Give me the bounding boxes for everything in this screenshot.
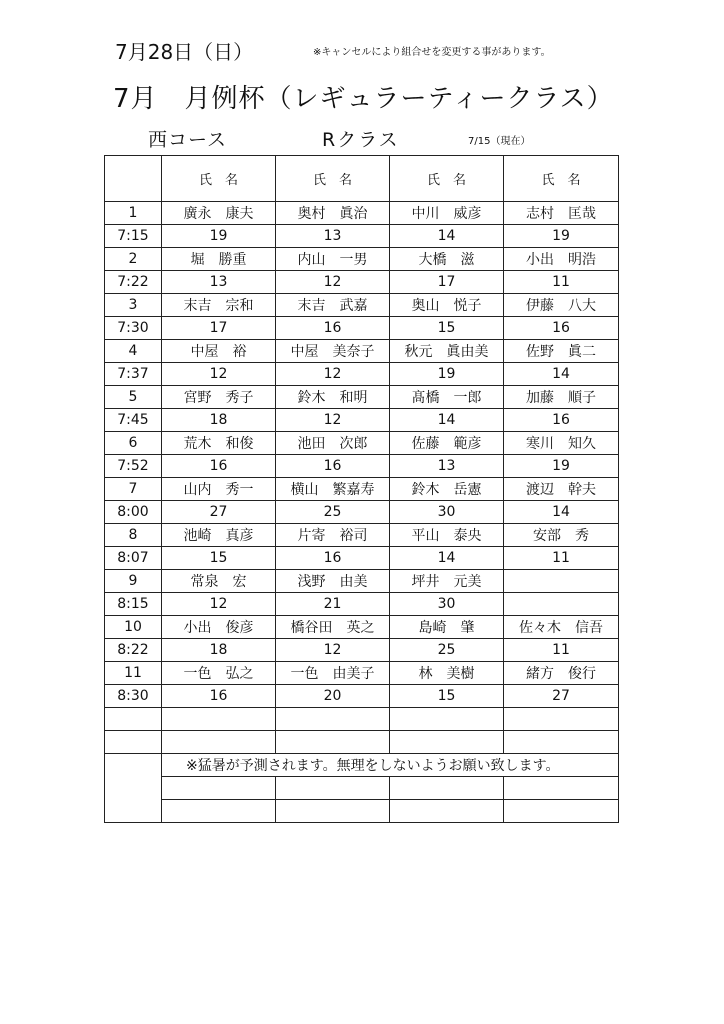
player-name: 髙橋 一郎 <box>390 386 504 409</box>
player-name: 中屋 裕 <box>162 340 276 363</box>
player-name: 志村 匡哉 <box>504 202 619 225</box>
player-score: 16 <box>162 455 276 478</box>
empty-cell <box>276 731 390 754</box>
cancellation-notice: ※キャンセルにより組合せを変更する事があります。 <box>313 47 551 58</box>
pairing-table <box>104 155 619 823</box>
empty-cell <box>162 731 276 754</box>
group-score-row <box>105 455 619 478</box>
group-score-row <box>105 317 619 340</box>
tee-time: 8:30 <box>105 685 162 708</box>
player-name: 末吉 武嘉 <box>276 294 390 317</box>
group-score-row <box>105 685 619 708</box>
tee-time: 7:15 <box>105 225 162 248</box>
tee-time: 8:00 <box>105 501 162 524</box>
player-score: 25 <box>276 501 390 524</box>
player-score: 14 <box>504 363 619 386</box>
as-of-date: 7/15（現在） <box>468 136 531 147</box>
empty-cell <box>390 731 504 754</box>
player-name: 鈴木 岳憲 <box>390 478 504 501</box>
player-score: 19 <box>390 363 504 386</box>
player-name: 佐野 眞二 <box>504 340 619 363</box>
player-score: 30 <box>390 501 504 524</box>
player-name: 奥山 悦子 <box>390 294 504 317</box>
group-score-row <box>105 271 619 294</box>
group-player-row <box>105 340 619 363</box>
player-score: 19 <box>504 455 619 478</box>
player-score: 16 <box>276 455 390 478</box>
player-score: 13 <box>276 225 390 248</box>
player-score: 15 <box>390 317 504 340</box>
group-number: 3 <box>105 294 162 317</box>
player-score: 19 <box>504 225 619 248</box>
group-player-row <box>105 294 619 317</box>
empty-cell <box>162 777 276 800</box>
group-score-row <box>105 547 619 570</box>
player-score: 17 <box>390 271 504 294</box>
group-score-row <box>105 409 619 432</box>
player-name <box>504 570 619 593</box>
group-player-row <box>105 524 619 547</box>
empty-cell <box>105 754 162 823</box>
tee-time: 7:22 <box>105 271 162 294</box>
player-score: 12 <box>276 363 390 386</box>
player-name: 池田 次郎 <box>276 432 390 455</box>
player-score: 21 <box>276 593 390 616</box>
tee-time: 7:30 <box>105 317 162 340</box>
column-header-name: 氏 名 <box>162 156 276 202</box>
player-name: 山内 秀一 <box>162 478 276 501</box>
group-player-row <box>105 248 619 271</box>
player-score: 27 <box>162 501 276 524</box>
player-name: 大橋 滋 <box>390 248 504 271</box>
player-name: 橋谷田 英之 <box>276 616 390 639</box>
group-number: 5 <box>105 386 162 409</box>
tee-time: 8:22 <box>105 639 162 662</box>
player-score: 14 <box>504 501 619 524</box>
player-score: 11 <box>504 639 619 662</box>
player-score: 20 <box>276 685 390 708</box>
player-name: 横山 繁嘉寿 <box>276 478 390 501</box>
column-header-name: 氏 名 <box>390 156 504 202</box>
pairing-table-body <box>105 156 619 823</box>
tee-time: 8:15 <box>105 593 162 616</box>
group-number: 2 <box>105 248 162 271</box>
player-name: 鈴木 和明 <box>276 386 390 409</box>
player-name: 廣永 康夫 <box>162 202 276 225</box>
tee-time: 8:07 <box>105 547 162 570</box>
empty-cell <box>162 708 276 731</box>
player-name: 小出 明浩 <box>504 248 619 271</box>
group-player-row <box>105 478 619 501</box>
tee-time: 7:45 <box>105 409 162 432</box>
player-name: 浅野 由美 <box>276 570 390 593</box>
player-name: 佐々木 信吾 <box>504 616 619 639</box>
player-name: 安部 秀 <box>504 524 619 547</box>
player-name: 奥村 眞治 <box>276 202 390 225</box>
player-score: 15 <box>162 547 276 570</box>
player-score: 18 <box>162 409 276 432</box>
group-number: 9 <box>105 570 162 593</box>
group-number: 11 <box>105 662 162 685</box>
player-score: 27 <box>504 685 619 708</box>
empty-cell <box>105 731 162 754</box>
empty-row <box>105 800 619 823</box>
player-name: 秋元 眞由美 <box>390 340 504 363</box>
player-score: 11 <box>504 547 619 570</box>
group-score-row <box>105 593 619 616</box>
group-number: 10 <box>105 616 162 639</box>
player-score: 12 <box>276 639 390 662</box>
course-name: 西コース <box>148 129 228 151</box>
heat-warning-note: ※猛暑が予測されます。無理をしないようお願い致します。 <box>162 754 619 777</box>
group-score-row <box>105 639 619 662</box>
player-score: 14 <box>390 225 504 248</box>
player-name: 佐藤 範彦 <box>390 432 504 455</box>
group-number: 8 <box>105 524 162 547</box>
empty-cell <box>504 708 619 731</box>
player-name: 一色 弘之 <box>162 662 276 685</box>
player-score: 18 <box>162 639 276 662</box>
player-name: 池崎 真彦 <box>162 524 276 547</box>
header-row <box>105 156 619 202</box>
group-number: 6 <box>105 432 162 455</box>
player-name: 荒木 和俊 <box>162 432 276 455</box>
player-score: 19 <box>162 225 276 248</box>
group-player-row <box>105 570 619 593</box>
player-name: 小出 俊彦 <box>162 616 276 639</box>
player-score: 14 <box>390 409 504 432</box>
player-score: 14 <box>390 547 504 570</box>
player-name: 堀 勝重 <box>162 248 276 271</box>
player-name: 宮野 秀子 <box>162 386 276 409</box>
empty-cell <box>276 777 390 800</box>
player-name: 渡辺 幹夫 <box>504 478 619 501</box>
player-score: 16 <box>504 409 619 432</box>
group-player-row <box>105 386 619 409</box>
player-name: 一色 由美子 <box>276 662 390 685</box>
player-name: 緒方 俊行 <box>504 662 619 685</box>
player-score: 13 <box>390 455 504 478</box>
player-name: 末吉 宗和 <box>162 294 276 317</box>
player-score: 13 <box>162 271 276 294</box>
player-score: 25 <box>390 639 504 662</box>
player-name: 中川 威彦 <box>390 202 504 225</box>
player-score: 16 <box>276 547 390 570</box>
player-name: 坪井 元美 <box>390 570 504 593</box>
player-score: 30 <box>390 593 504 616</box>
empty-cell <box>276 800 390 823</box>
player-name: 中屋 美奈子 <box>276 340 390 363</box>
empty-cell <box>390 800 504 823</box>
player-name: 常泉 宏 <box>162 570 276 593</box>
group-score-row <box>105 363 619 386</box>
player-score: 16 <box>162 685 276 708</box>
group-number: 4 <box>105 340 162 363</box>
player-name: 加藤 順子 <box>504 386 619 409</box>
empty-row <box>105 708 619 731</box>
group-player-row <box>105 432 619 455</box>
column-header-name: 氏 名 <box>276 156 390 202</box>
group-player-row <box>105 662 619 685</box>
empty-cell <box>390 777 504 800</box>
player-score: 12 <box>276 409 390 432</box>
empty-cell <box>504 800 619 823</box>
header-blank-cell <box>105 156 162 202</box>
group-number: 1 <box>105 202 162 225</box>
player-score: 16 <box>276 317 390 340</box>
class-label: Rクラス <box>322 129 400 151</box>
player-name: 伊藤 八大 <box>504 294 619 317</box>
empty-cell <box>504 777 619 800</box>
empty-cell <box>504 731 619 754</box>
event-date: 7月28日（日） <box>115 40 254 64</box>
group-player-row <box>105 202 619 225</box>
empty-cell <box>162 800 276 823</box>
player-score: 12 <box>276 271 390 294</box>
player-score <box>504 593 619 616</box>
player-score: 11 <box>504 271 619 294</box>
player-name: 片寄 裕司 <box>276 524 390 547</box>
group-player-row <box>105 616 619 639</box>
empty-cell <box>390 708 504 731</box>
player-score: 16 <box>504 317 619 340</box>
empty-row <box>105 731 619 754</box>
player-name: 寒川 知久 <box>504 432 619 455</box>
page-title: 7月 月例杯（レギュラーティークラス） <box>113 84 614 114</box>
group-score-row <box>105 501 619 524</box>
note-row <box>105 754 619 777</box>
player-score: 17 <box>162 317 276 340</box>
player-score: 12 <box>162 593 276 616</box>
group-number: 7 <box>105 478 162 501</box>
player-name: 平山 泰央 <box>390 524 504 547</box>
tee-time: 7:52 <box>105 455 162 478</box>
player-score: 15 <box>390 685 504 708</box>
empty-cell <box>276 708 390 731</box>
empty-row <box>105 777 619 800</box>
player-name: 島崎 肇 <box>390 616 504 639</box>
column-header-name: 氏 名 <box>504 156 619 202</box>
player-name: 内山 一男 <box>276 248 390 271</box>
player-score: 12 <box>162 363 276 386</box>
tee-time: 7:37 <box>105 363 162 386</box>
empty-cell <box>105 708 162 731</box>
player-name: 林 美樹 <box>390 662 504 685</box>
group-score-row <box>105 225 619 248</box>
